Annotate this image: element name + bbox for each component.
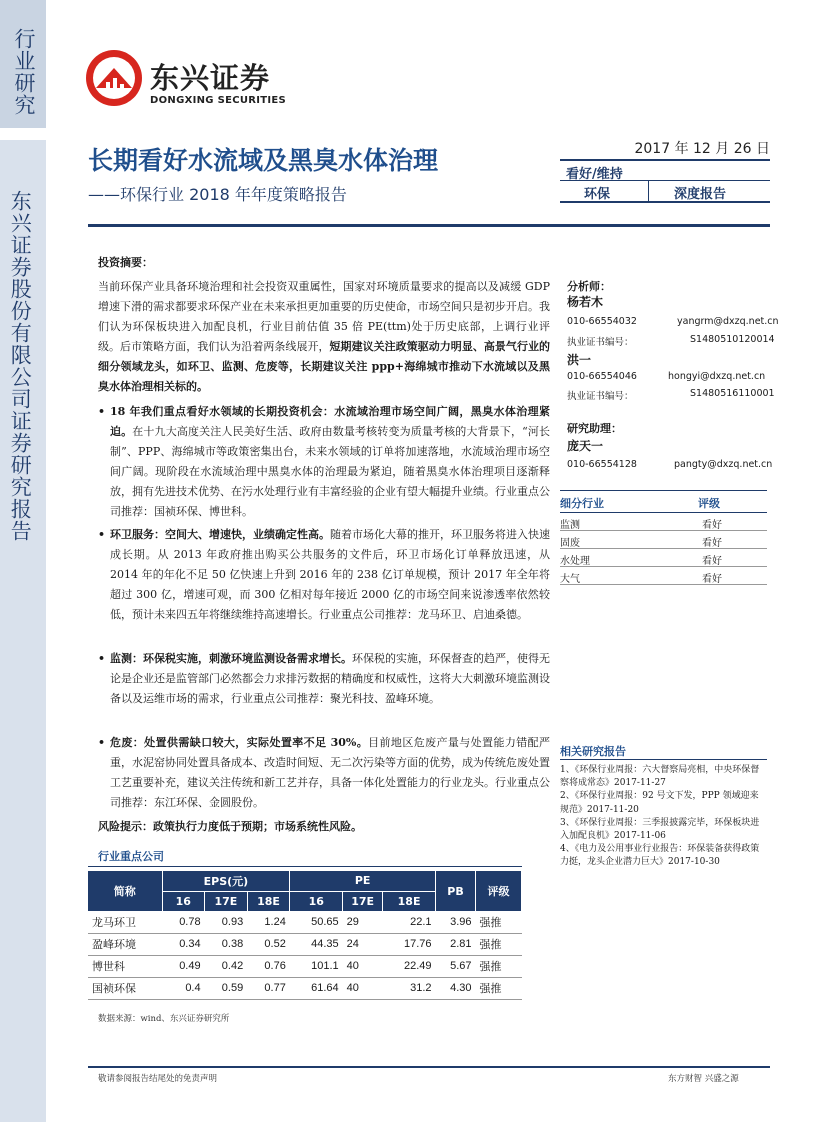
eps-16: 0.49 — [162, 955, 205, 977]
sector-rating: 看好 — [702, 538, 722, 549]
table-row — [560, 513, 767, 531]
pe-18e: 17.76 — [383, 933, 436, 955]
related-report-link[interactable]: 2、《环保行业周报：92 号文下发，PPP 领域迎来规范》2017-11-20 — [560, 791, 759, 815]
eps-17e: 0.38 — [205, 933, 248, 955]
bullet-dot-icon: • — [98, 405, 106, 418]
pb: 4.30 — [436, 977, 476, 999]
year-header: 16 — [290, 891, 343, 911]
logo-name-cn: 东兴证券 — [150, 61, 271, 95]
summary-body — [98, 277, 550, 397]
eps-16: 0.4 — [162, 977, 205, 999]
table-row — [88, 955, 522, 977]
year-header: 18E — [383, 891, 436, 911]
risk-label: 风险提示： — [98, 820, 153, 833]
rating-col-header: 评级 — [698, 497, 720, 510]
analyst-name: 杨若木 — [567, 295, 604, 309]
bullet-dot-icon: • — [98, 528, 106, 541]
analyst-email[interactable]: yangrm@dxzq.net.cn — [677, 316, 779, 327]
analyst-name: 洪一 — [567, 353, 592, 367]
bullet-text: 目前地区危废产量与处置能力错配严重，水泥窑协同处置具备成本、改造时间短、无二次污染等方面的优势，成为传统危废处置工艺重要补充，建议关注传统和新工艺并存，具备一体化处置能力的行业龙头。行业重点公司推荐：东江环保、金圆股份。 — [110, 736, 550, 809]
cert-number: S1480510120014 — [690, 334, 775, 345]
pb: 2.81 — [436, 933, 476, 955]
pe-16: 44.35 — [290, 933, 343, 955]
col-name: 简称 — [88, 871, 162, 911]
cert-label: 执业证书编号： — [567, 391, 634, 402]
sidebar-band-label: 东兴证券股份有限公司证券研究报告 — [8, 190, 33, 542]
eps-17e: 0.93 — [205, 911, 248, 933]
pe-18e: 31.2 — [383, 977, 436, 999]
header-divider — [88, 224, 770, 227]
pe-18e: 22.49 — [383, 955, 436, 977]
company-name: 盈峰环境 — [88, 933, 162, 955]
sector-rating: 看好 — [702, 556, 722, 567]
bullet-monitoring — [98, 649, 550, 709]
eps-18e: 0.77 — [247, 977, 290, 999]
company-logo-icon — [84, 48, 144, 108]
data-source: 数据来源：wind、东兴证券研究所 — [98, 1014, 230, 1024]
analyst-phone: 010-66554046 — [567, 371, 637, 382]
cert-label: 执业证书编号： — [567, 337, 634, 348]
pe-16: 61.64 — [290, 977, 343, 999]
footer-divider — [88, 1066, 770, 1068]
eps-17e: 0.42 — [205, 955, 248, 977]
bullet-heading: 18 年我们重点看好水领域的长期投资机会：水流域治理市场空间广阔，黑臭水体治理紧迫。 — [110, 405, 550, 438]
table-row — [88, 911, 522, 933]
company-rating: 强推 — [476, 933, 522, 955]
table-row — [88, 933, 522, 955]
assistant-phone: 010-66554128 — [567, 459, 637, 470]
sector-col-header: 细分行业 — [560, 497, 604, 510]
summary-heading: 投资摘要： — [98, 256, 153, 269]
pe-16: 101.1 — [290, 955, 343, 977]
analyst-phone: 010-66554032 — [567, 316, 637, 327]
related-reports-list — [560, 764, 767, 870]
bullet-dot-icon: • — [98, 736, 106, 749]
pe-16: 50.65 — [290, 911, 343, 933]
year-header: 16 — [162, 891, 205, 911]
footer-disclaimer: 敬请参阅报告结尾处的免责声明 — [98, 1074, 218, 1084]
bullet-heading: 环卫服务：空间大、增速快，业绩确定性高。 — [110, 528, 330, 541]
company-table-title: 行业重点公司 — [98, 850, 164, 863]
company-rating: 强推 — [476, 977, 522, 999]
report-date: 2017 年 12 月 26 日 — [634, 141, 770, 157]
company-rating: 强推 — [476, 955, 522, 977]
sector-label: 环保 — [584, 187, 611, 202]
sector-rating: 看好 — [702, 574, 722, 585]
bullet-sanitation — [98, 525, 550, 625]
sector-rating: 看好 — [702, 520, 722, 531]
pe-18e: 22.1 — [383, 911, 436, 933]
eps-18e: 1.24 — [247, 911, 290, 933]
summary-emphasis: 短期建议关注政策驱动力明显、高景气行业的细分领域龙头，如环卫、监测、危废等，长期建议关注 ppp+海绵城市推动下水流域以及黑臭水体治理相关标的。 — [98, 340, 551, 393]
analyst-heading: 分析师： — [567, 280, 611, 293]
report-type-label: 深度报告 — [674, 187, 727, 202]
report-title: 长期看好水流域及黑臭水体治理 — [88, 146, 439, 175]
table-header-row — [88, 871, 522, 891]
table-row — [88, 977, 522, 999]
sector-rating-table — [560, 493, 767, 585]
eps-18e: 0.52 — [247, 933, 290, 955]
assistant-heading: 研究助理： — [567, 422, 622, 435]
analyst-email[interactable]: hongyi@dxzq.net.cn — [668, 371, 766, 382]
eps-18e: 0.76 — [247, 955, 290, 977]
cert-number: S1480516110001 — [690, 388, 775, 399]
pe-17e: 40 — [343, 955, 383, 977]
table-row — [560, 567, 767, 585]
sector-table-top-rule — [560, 490, 767, 491]
col-pb: PB — [436, 871, 476, 911]
footer-slogan: 东方财智 兴盛之源 — [668, 1074, 739, 1084]
table-row — [560, 531, 767, 549]
eps-16: 0.78 — [162, 911, 205, 933]
col-rating: 评级 — [476, 871, 522, 911]
summary-text: 当前环保产业具备环境治理和社会投资双重属性，国家对环境质量要求的提高以及减缓 GDP 增速下滑的需求都要求环保产业在未来承担更加重要的历史使命，市场空间只是初步开启。我们认为环保板块进入加配良机，行业目前估值 35 倍 PE(ttm)处于历史底部，上调行业评级。后市策略方面，我们认为沿着两条线展开， — [98, 280, 550, 353]
company-name: 龙马环卫 — [88, 911, 162, 933]
bullet-heading: 监测：环保税实施，刺激环境监测设备需求增长。 — [110, 652, 352, 665]
pe-17e: 40 — [343, 977, 383, 999]
related-heading-text: 相关研究报告 — [560, 745, 626, 758]
rating-row — [560, 159, 770, 181]
related-report-link[interactable]: 1、《环保行业周报：六大督察局亮相，中央环保督察将成常态》2017-11-27 — [560, 765, 760, 789]
sector-name: 固废 — [560, 538, 580, 549]
pb: 3.96 — [436, 911, 476, 933]
eps-17e: 0.59 — [205, 977, 248, 999]
sector-table-header — [560, 493, 767, 513]
bullet-heading: 危废：处置供需缺口较大，实际处置率不足 30%。 — [110, 736, 369, 749]
col-pe: PE — [290, 871, 436, 891]
risk-text: 政策执行力度低于预期；市场系统性风险。 — [153, 820, 362, 833]
company-name: 国祯环保 — [88, 977, 162, 999]
report-subtitle: ——环保行业 2018 年年度策略报告 — [88, 185, 347, 204]
company-table — [88, 871, 522, 1000]
table-row — [560, 549, 767, 567]
related-report-link[interactable]: 3、《环保行业周报：三季报披露完毕，环保板块进入加配良机》2017-11-06 — [560, 817, 760, 842]
assistant-name: 庞天一 — [567, 439, 604, 453]
rating-label: 看好/维持 — [566, 167, 623, 182]
year-header: 18E — [247, 891, 290, 911]
divider — [648, 181, 649, 201]
risk-warning — [98, 817, 362, 837]
year-header: 17E — [343, 891, 383, 911]
pe-17e: 29 — [343, 911, 383, 933]
assistant-email[interactable]: pangty@dxzq.net.cn — [674, 459, 773, 470]
sector-name: 监测 — [560, 520, 580, 531]
bullet-text: 在十九大高度关注人民美好生活、政府由数量考核转变为质量考核的大背景下，“河长制”、PPP、海绵城市等政策密集出台，未来水领域的订单将加速落地，水流域治理市场空间广阔。现阶段在水流域治理中黑臭水体的治理最为紧迫，随着黑臭水体治理项目逐渐释放，拥有先进技术优势、在污水处理行业有丰富经验的企业有望大幅提升业绩。行业重点公司推荐：国祯环保、博世科。 — [110, 425, 551, 518]
sidebar-top-label: 行业研究 — [12, 28, 36, 116]
bullet-dot-icon: • — [98, 652, 106, 665]
sector-name: 大气 — [560, 574, 580, 585]
col-eps: EPS(元) — [162, 871, 290, 891]
bullet-hazardous-waste — [98, 733, 550, 813]
bullet-water — [98, 402, 550, 522]
year-header: 17E — [205, 891, 248, 911]
sector-row — [560, 181, 770, 203]
pb: 5.67 — [436, 955, 476, 977]
company-table-rule — [88, 866, 522, 867]
bullet-text: 环保税的实施，环保督查的趋严，使得无论是企业还是监管部门必然都会力求排污数据的精确度和权威性，这将大大刺激环境监测设备以及运维市场的需求，行业重点公司推荐：聚光科技、盈峰环境。 — [110, 652, 550, 705]
eps-16: 0.34 — [162, 933, 205, 955]
logo-name-en: DONGXING SECURITIES — [150, 95, 287, 106]
rating-box — [560, 136, 770, 204]
company-name: 博世科 — [88, 955, 162, 977]
pe-17e: 24 — [343, 933, 383, 955]
sector-name: 水处理 — [560, 556, 590, 567]
bullet-text: 随着市场化大幕的推开，环卫服务将进入快速成长期。从 2013 年政府推出购买公共服务的文件后，环卫市场化订单释放迅速，从 2014 年的年化不足 50 亿快速上升到 2016 年的 238 亿订单规模，预计 2017 年全年将超过 300 亿，增速可观，而 300 亿相对每年接近 2000 亿的市场空间来说渗透率依然较低，预计未来四五年将继续维持高速增长。行业重点公司推荐：龙马环卫、启迪桑德。 — [110, 528, 550, 621]
related-report-link[interactable]: 4、《电力及公用事业行业报告：环保装备获得政策力挺，龙头企业潜力巨大》2017-10-30 — [560, 844, 760, 868]
company-rating: 强推 — [476, 911, 522, 933]
related-reports-heading — [560, 740, 767, 760]
